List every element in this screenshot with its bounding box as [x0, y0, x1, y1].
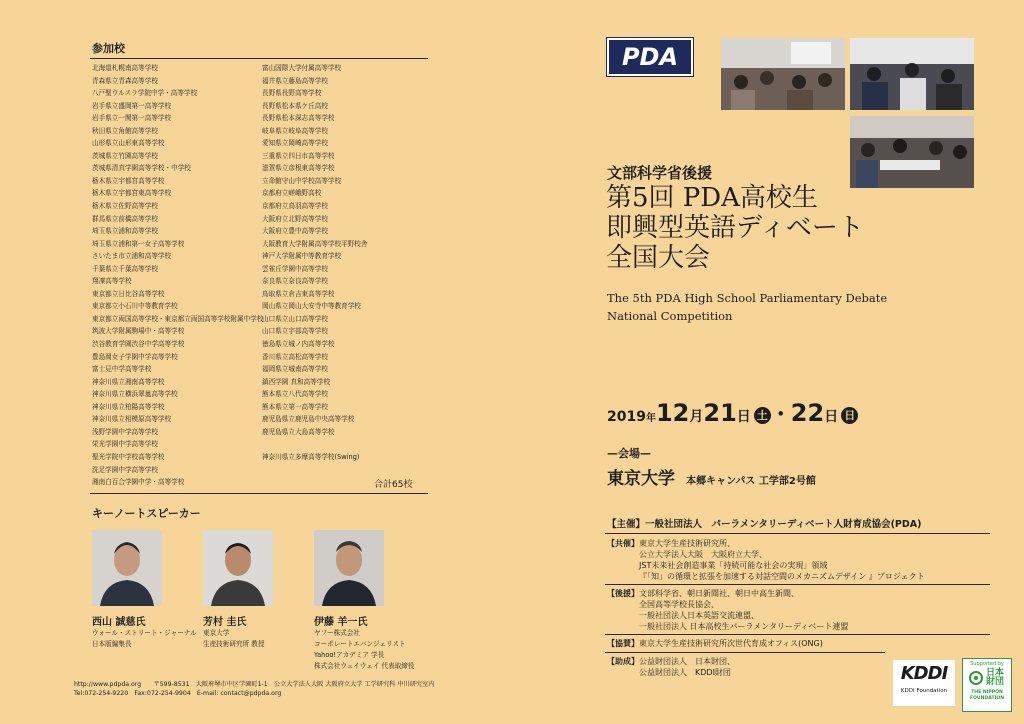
postal-address: 〒599-8531 大阪府堺市中区学園町1-1 公立大学法人大阪 大阪府立大学 工学研究科 中川研究室内 [153, 681, 435, 688]
org-line: 東京大学生産技術研究所、 [639, 539, 735, 548]
date-year: 2019 [607, 409, 646, 425]
title-en-line: The 5th PDA High School Parliamentary Debate [607, 291, 888, 305]
org-line: 公立大学法人大阪 大阪府立大学、 [639, 550, 767, 559]
title-line: 第5回 PDA高校生 [606, 183, 818, 213]
kddi-foundation-logo [893, 660, 955, 706]
support-label: 【後援】 [607, 589, 639, 598]
event-photo [850, 38, 974, 110]
participating-heading: 参加校 [92, 42, 125, 55]
portrait-icon [203, 530, 273, 606]
school-item: 長野県長野高等学校 [262, 89, 322, 98]
school-item: 神奈川県立横浜翠嵐高等学校 [92, 390, 178, 399]
divider [605, 652, 885, 653]
school-item: 埼玉県立浦和第一女子高等学校 [92, 239, 185, 248]
school-item: 京都府立嵯峨野高校 [262, 189, 322, 198]
school-item: 茨城県清真学園高等学校・中学校 [92, 164, 191, 173]
event-title-english [607, 289, 887, 325]
phone-email: Tel:072-254-9220 Fax:072-254-9904 E-mail: contact@pdpda.org [74, 690, 282, 697]
school-list-right [262, 62, 368, 464]
school-item: 長野県松本深志高等学校 [262, 114, 335, 123]
school-item: 岐阜県立岐阜高等学校 [262, 126, 328, 135]
grant-label: 【助成】 [607, 657, 639, 666]
school-item: 栃木県立宇都宮高等学校 [92, 176, 165, 185]
school-item: 大阪府立豊中高等学校 [262, 227, 328, 236]
divider [605, 634, 990, 635]
cohost-label: 【共催】 [607, 539, 639, 548]
school-item: 三重県立四日市高等学校 [262, 151, 335, 160]
nippon-foundation-logo [962, 658, 1012, 712]
school-item: 大阪教育大学附属高等学校平野校舎 [262, 239, 368, 248]
event-date [607, 398, 858, 427]
event-photo [850, 116, 974, 188]
nippon-jp-text: 日本財団 [985, 668, 1004, 687]
venue-detail: 本郷キャンパス 工学部2号館 [686, 476, 816, 487]
school-item: 秋田県立角館高等学校 [92, 126, 158, 135]
school-item: 浅野学園中学高等学校 [92, 427, 158, 436]
school-item: 神奈川県立湘南高等学校 [92, 377, 165, 386]
coop-block [607, 638, 823, 649]
org-line: 一般社団法人 日本高校生パーラメンタリーディベート連盟 [639, 622, 849, 631]
school-item: 京都府立鳥羽高等学校 [262, 202, 328, 211]
school-item: 神奈川県立柏陽高等学校 [92, 402, 165, 411]
speaker-photo [203, 530, 273, 606]
divider [605, 584, 990, 585]
school-item: 湘南白百合学園中学・高等学校 [92, 478, 185, 487]
contact-footer [74, 680, 434, 698]
pda-logo: PDA [607, 38, 693, 76]
nippon-foundation-emblem-icon [969, 671, 983, 685]
divider [90, 493, 428, 494]
date-month: 12 [655, 399, 690, 427]
school-item: 鳥取県立倉吉東高等学校 [262, 289, 335, 298]
date-day: 22 [790, 399, 825, 427]
school-item: 埼玉県立浦和高等学校 [92, 227, 158, 236]
speaker-title: Yahoo!アカデミア 学長 [314, 651, 385, 659]
school-item: 愛知県立岡崎高等学校 [262, 139, 328, 148]
school-item: 岩手県立一関第一高等学校 [92, 114, 172, 123]
host-line: 【主催】一般社団法人 パーラメンタリーディベート人財育成協会(PDA) [607, 519, 922, 530]
speaker-name: 伊藤 羊一氏 [314, 617, 368, 628]
org-line: 『「知」の循環と拡張を加速する対話空間のメカニズムデザイン 』プロジェクト [639, 572, 925, 581]
website-link[interactable]: http://www.pdpda.org [74, 681, 142, 688]
org-line: 東京大学生産技術研究所次世代育成オフィス(ONG) [639, 639, 823, 648]
event-title [606, 183, 864, 273]
school-item: 群馬県立前橋高等学校 [92, 214, 158, 223]
school-item: 聖光学院中学校高等学校 [92, 452, 165, 461]
org-line: 一般社団法人日本英語交流連盟、 [639, 611, 759, 620]
school-item: 滋賀県立彦根東高等学校 [262, 164, 335, 173]
school-item: 茨城県立竹園高等学校 [92, 151, 158, 160]
school-item: 豊島岡女子学園中学高等学校 [92, 352, 178, 361]
org-line: 全国高等学校長協会、 [639, 600, 719, 609]
title-en-line: National Competition [607, 309, 733, 323]
event-photo [721, 38, 845, 110]
school-item: 岡山県立岡山大安寺中等教育学校 [262, 302, 361, 311]
venue-label: —会場— [607, 447, 651, 460]
support-block [607, 588, 848, 632]
school-item: 洗足学園中学高等学校 [92, 465, 158, 474]
nippon-en-text: THE NIPPON FOUNDATION [969, 690, 1005, 701]
portrait-icon [92, 530, 162, 606]
school-item: 青森県立青森高等学校 [92, 76, 158, 85]
date-day: 21 [703, 399, 737, 427]
speaker-card [92, 530, 197, 650]
school-item: 香川県立高松高等学校 [262, 352, 328, 361]
school-item: 東京都立両国高等学校・東京都立両国高等学校附属中学校 [92, 314, 264, 323]
school-item: 神奈川県立多摩高等学校(Swing) [262, 452, 360, 461]
date-separator: ・ [770, 402, 791, 426]
date-unit: 日 [736, 409, 751, 425]
school-item: 熊本県立第一高等学校 [262, 402, 328, 411]
org-line: JST未来社会創造事業「持続可能な社会の実現」領域 [639, 561, 828, 570]
school-item: 鎮西学園 真和高等学校 [262, 377, 331, 386]
support-line: 文部科学省後援 [607, 164, 713, 182]
date-unit: 月 [689, 409, 704, 425]
speaker-card [203, 530, 273, 650]
speaker-name: 芳村 圭氏 [203, 617, 247, 628]
school-item: 神奈川県立相模原高等学校 [92, 415, 172, 424]
cohost-block [607, 538, 925, 582]
school-item: 福岡県立城南高等学校 [262, 365, 328, 374]
org-line: 公益財団法人 日本財団、 [639, 657, 735, 666]
title-line: 即興型英語ディベート [606, 213, 864, 243]
school-item: 徳島県立城ノ内高等学校 [262, 340, 335, 349]
speaker-title: 日本版編集長 [92, 640, 132, 648]
speaker-title: 生産技術研究所 教授 [203, 640, 265, 648]
school-item: 千葉県立千葉高等学校 [92, 264, 158, 273]
school-item: 筑波大学附属駒場中・高等学校 [92, 327, 185, 336]
school-item: 立命館守山中学校高等学校 [262, 176, 342, 185]
speaker-photo [92, 530, 162, 606]
school-item: 富山国際大学付属高等学校 [262, 64, 342, 72]
school-item: 東京都立日比谷高等学校 [92, 289, 165, 298]
school-item [262, 438, 368, 451]
speaker-title: ヤフー株式会社 [314, 629, 360, 637]
speaker-title: 株式会社ウェイウェイ 代表取締役 [314, 662, 415, 670]
speaker-title: 東京大学 [203, 629, 230, 637]
date-unit: 年 [645, 413, 656, 424]
divider [90, 58, 428, 59]
school-item: 八戸聖ウルスラ学院中学・高等学校 [92, 89, 198, 98]
portrait-icon [314, 530, 384, 606]
weekday-badge: 日 [841, 407, 858, 424]
divider [605, 533, 990, 534]
school-item: 栃木県立宇都宮東高等学校 [92, 189, 172, 198]
school-item: 北海道札幌南高等学校 [92, 64, 158, 72]
speaker-photo [314, 530, 384, 606]
supported-by-text: Supported by [970, 661, 1004, 667]
school-item: 雲雀丘学園中高等学校 [262, 264, 328, 273]
school-item: 鹿児島県立大島高等学校 [262, 427, 335, 436]
speaker-name: 西山 誠慈氏 [92, 617, 146, 628]
school-item: 渋谷教育学園渋谷中学高等学校 [92, 340, 185, 349]
grant-block [607, 656, 735, 678]
school-item: 奈良県立奈良高等学校 [262, 277, 328, 286]
school-item: 栄光学園中学高等学校 [92, 440, 158, 449]
keynote-heading: キーノートスピーカー [92, 507, 201, 520]
school-item: 栃木県立佐野高等学校 [92, 202, 158, 211]
kddi-wordmark: KDDI [900, 663, 948, 684]
speaker-title: コーポレートエバンジェリスト [314, 640, 406, 648]
speaker-title: ウォール・ストリート・ジャーナル [92, 629, 197, 637]
school-item: 山口県立宇部高等学校 [262, 327, 328, 336]
school-list-left [92, 62, 263, 489]
org-line: 公益財団法人 KDDI財団 [639, 668, 731, 677]
school-item: 翔凜高等学校 [92, 277, 132, 286]
school-item: 山形県立山形東高等学校 [92, 139, 165, 148]
school-item: 福井県立藤島高等学校 [262, 76, 328, 85]
venue [607, 464, 816, 489]
school-item: 東京都立小石川中等教育学校 [92, 302, 178, 311]
total-count: 合計65校 [374, 480, 413, 490]
school-item: 神戸大学附属中等教育学校 [262, 252, 342, 261]
org-line: 文部科学省、朝日新聞社、朝日中高生新聞、 [639, 589, 799, 598]
school-item: 長野県松本県ケ丘高校 [262, 101, 328, 110]
school-item: 岩手県立盛岡第一高等学校 [92, 101, 172, 110]
school-item: 山口県立山口高等学校 [262, 314, 328, 323]
coop-label: 【協賛】 [607, 639, 639, 648]
school-item: 鹿児島県立鹿児島中央高等学校 [262, 415, 355, 424]
venue-name: 東京大学 [607, 469, 675, 489]
school-item: 大阪府立北野高等学校 [262, 214, 328, 223]
title-line: 全国大会 [606, 243, 711, 273]
kddi-caption: KDDI Foundation [900, 688, 948, 694]
school-item: 富士見中学高等学校 [92, 365, 152, 374]
date-unit: 日 [824, 409, 839, 425]
weekday-badge: 土 [754, 407, 771, 424]
school-item: 熊本県立八代高等学校 [262, 390, 328, 399]
school-item: さいたま市立浦和高等学校 [92, 252, 172, 261]
speaker-card [314, 530, 414, 672]
